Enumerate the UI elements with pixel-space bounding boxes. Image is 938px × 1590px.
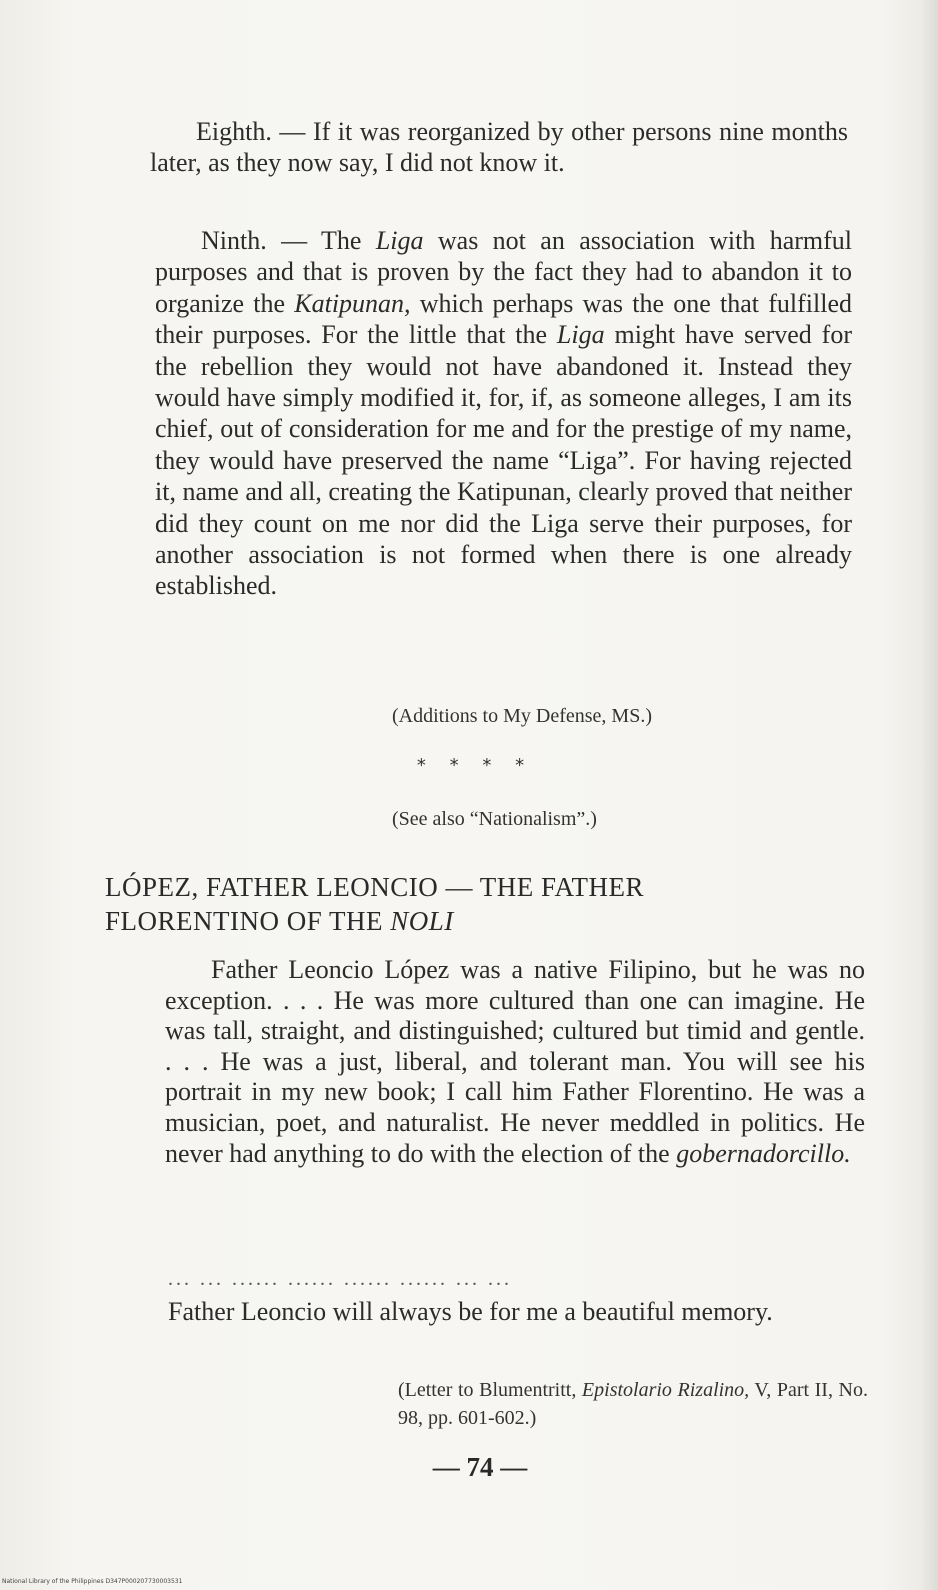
citation-letter-text-1: (Letter to Blumentritt,	[398, 1379, 582, 1401]
paragraph-memory	[168, 1297, 868, 1328]
heading-noli-italic: NOLI	[390, 906, 454, 936]
section-separator: * * * *	[416, 755, 534, 776]
see-also-note: (See also “Nationalism”.)	[392, 808, 597, 830]
ellipsis-line: ... ... ...... ...... ...... ...... ... ...	[168, 1268, 512, 1290]
heading-line-2-prefix: FLORENTINO OF THE	[105, 906, 391, 936]
gobernadorcillo-italic: gobernadorcillo.	[676, 1138, 851, 1168]
paragraph-memory-text: Father Leoncio will always be for me a beautiful memory.	[168, 1297, 773, 1326]
heading-line-2	[105, 904, 865, 938]
heading-line-1: LÓPEZ, FATHER LEONCIO — THE FATHER	[105, 872, 644, 902]
paragraph-eighth-label: Eighth. —	[196, 117, 313, 146]
liga-italic-2: Liga	[556, 320, 605, 350]
paragraph-ninth	[155, 225, 852, 602]
paragraph-ninth-text-1: The	[321, 226, 376, 255]
paragraph-ninth-text-2: was not an association with harmful purposes and that is proven by the fact they had to abandon it to organize the	[155, 226, 852, 318]
citation-letter-italic: Epistolario Rizalino,	[581, 1379, 750, 1401]
citation-letter	[398, 1376, 868, 1432]
paragraph-ninth-text-3: which perhaps was the one that fulfilled their purposes. For the little that the	[155, 288, 852, 350]
page-number: — 74 —	[432, 1452, 528, 1482]
paragraph-ninth-text-4: might have served for the rebellion they would not have abandoned it. Instead they would have simply modified it, for, if, as someone alleges, I am its chief, out of consideration for me and for the prestige of my name, they would have preserved the name “Liga”. For having rejected it, name and all, creating the Katipunan, clearly proved that neither did they count on me nor did the Liga serve their purposes, for another association is not formed when there is one already established.	[155, 320, 852, 601]
citation-letter-text-2: V, Part II, No. 98, pp. 601-602.)	[398, 1379, 868, 1429]
liga-italic-1: Liga	[375, 226, 424, 255]
paragraph-lopez	[165, 955, 865, 1169]
paragraph-eighth-text: If it was reorganized by other persons nine months later, as they now say, I did not know it.	[150, 117, 848, 177]
katipunan-italic: Katipunan,	[294, 288, 411, 318]
footer-archive-text: National Library of the Philippines D347P000207730003531	[2, 1578, 183, 1585]
paragraph-eighth	[150, 117, 848, 179]
citation-defense: (Additions to My Defense, MS.)	[392, 705, 652, 727]
paragraph-ninth-label: Ninth. —	[201, 226, 322, 255]
paragraph-lopez-text: Father Leoncio López was a native Filipino, but he was no exception. . . . He was more cultured than one can imagine. He was tall, straight, and distinguished; cultured but timid and gentle. . . . He was a just, liberal, and tolerant man. You will see his portrait in my new book; I call him Father Florentino. He was a musician, poet, and naturalist. He never meddled in politics. He never had anything to do with the election of the	[165, 955, 865, 1168]
section-heading	[105, 870, 865, 938]
page-edge-shadow	[920, 0, 938, 1590]
